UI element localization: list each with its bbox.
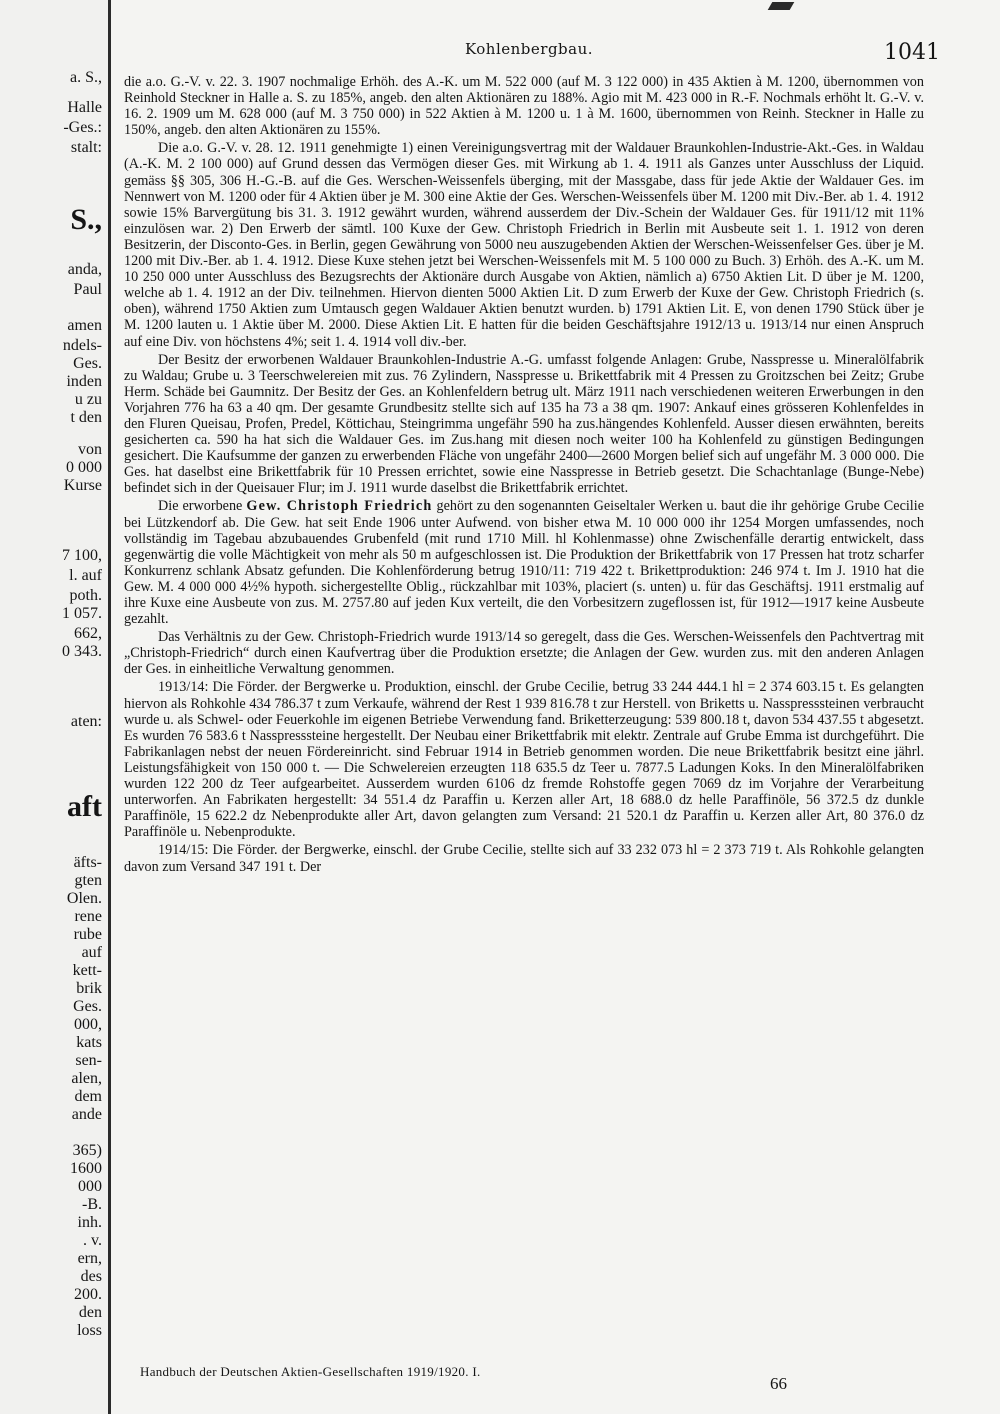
margin-fragment: Halle — [67, 99, 102, 116]
margin-fragment: 7 100, — [62, 547, 102, 564]
paragraph-relationship: Das Verhältnis zu der Gew. Christoph-Friedrich wurde 1913/14 so geregelt, dass die Ges. Werschen-Weissenfels den Pachtvertrag mit „Christoph-Friedrich“ durch einen Kaufvertrag über die Produktion ersetzte; die Anlagen der Gew. wurden zus. mit den anderen Anlagen der Ges. in einheitliche Verwaltung genommen. — [124, 629, 924, 678]
margin-fragment: anda, — [67, 261, 102, 278]
margin-fragment: dem — [74, 1088, 102, 1105]
margin-fragment: -Ges.: — [63, 119, 102, 136]
margin-fragment: -B. — [82, 1196, 102, 1213]
corner-mark — [768, 2, 795, 10]
margin-fragment: ndels- — [62, 337, 102, 354]
margin-fragment: aft — [67, 790, 102, 823]
body-text — [124, 74, 924, 1364]
margin-fragment: 1 057. — [62, 605, 102, 622]
margin-fragment: inden — [66, 373, 102, 390]
margin-fragment: stalt: — [70, 139, 102, 156]
margin-fragment: u zu — [74, 391, 102, 408]
margin-fragment: ern, — [77, 1250, 102, 1267]
margin-fragment: Ges. — [73, 998, 102, 1015]
margin-fragment: äfts- — [73, 854, 102, 871]
margin-fragment: auf — [81, 944, 102, 961]
margin-fragment: S., — [70, 203, 102, 236]
margin-fragment: loss — [77, 1322, 102, 1339]
margin-fragment: . v. — [83, 1232, 102, 1249]
margin-fragment: 0 343. — [62, 643, 102, 660]
paragraph-1914-15: 1914/15: Die Förder. der Bergwerke, einschl. der Grube Cecilie, stellte sich auf 33 232 073 hl = 2 373 719 t. Als Rohkohle gelangten davon zum Versand 347 191 t. Der — [124, 842, 924, 875]
margin-fragment: 0 000 — [66, 459, 102, 476]
margin-fragment: 000, — [74, 1016, 102, 1033]
gew-body: Werken u. baut die ihr gehörige Grube Cecilie bei Lützkendorf ab. Die Gew. hat seit Ende 1906 unter Aufwend. von bisher etwa M. 10 000 000 ihr 1254 Morgen umfassendes, noch vollständig im Tagebau abzubauendes Grubenfeld (mit rund 1710 Mill. hl Kohlenmasse) ohne Zwischenfälle derartig entwickelt, dass gegenwärtig die volle Mächtigkeit von mehr als 50 m aufgeschlossen ist. Die Produktion der Brikettfabrik von 17 Pressen hat trotz scharfer Konkurrenz schlank Absatz gefunden. Die Kohlenförderung betrug 1910/11: 719 422 t. Brikettproduktion: 246 974 t. Im J. 1910 hat die Gew. M. 4 000 000 4½% hypoth. sichergestellte Oblig., rückzahlbar mit 103%, placiert (s. unten) u. für das Geschäftsj. 1911 erstmalig auf ihre Kuxe eine Ausbeute von zus. M. 2757.80 auf jeden Kux verteilt, die den Vorbesitzern zugeflossen ist, für 1912—1917 keine Ausbeute gezahlt. — [124, 498, 924, 628]
gew-lead: Die erworbene — [158, 498, 247, 515]
margin-fragment: Paul — [73, 281, 102, 298]
margin-fragment: von — [78, 441, 102, 458]
margin-fragment: aten: — [70, 713, 102, 730]
gew-name: Gew. Christoph Friedrich — [246, 498, 433, 515]
margin-fragment: 1600 — [70, 1160, 102, 1177]
gew-tail: gehört zu den sogenannten Geiseltaler — [432, 498, 656, 515]
margin-fragment: poth. — [69, 587, 102, 604]
margin-fragment: 200. — [74, 1286, 102, 1303]
margin-fragment: Kurse — [63, 477, 102, 494]
margin-fragment: ande — [71, 1106, 102, 1123]
running-head: Kohlenbergbau. — [464, 40, 594, 58]
paragraph-capital-increase: die a.o. G.-V. v. 22. 3. 1907 nochmalige Erhöh. des A.-K. um M. 522 000 (auf M. 3 122 000) in 435 Aktien à M. 1200, übernommen von Reinhold Steckner in Halle a. S. zu 185%, angeb. den alten Aktionären zu 188%. Agio mit M. 423 000 in R.-F. Nochmals erhöht lt. G.-V. v. 16. 2. 1909 um M. 628 000 (auf M. 3 750 000) in 522 Aktien à M. 1200 u. 1 à M. 1600, übernommen von Reinh. Steckner in Halle zu 150%, angeb. den alten Aktionären zu 155%. — [124, 74, 924, 139]
paragraph-merger: Die a.o. G.-V. v. 28. 12. 1911 genehmigte 1) einen Vereinigungsvertrag mit der Waldauer Braunkohlen-Industrie-Akt.-Ges. in Waldau (A.-K. M. 2 100 000) auf Grund dessen das Vermögen dieser Ges. mit Wirkung ab 1. 4. 1911 als Ganzes unter Ausschluss der Liquid. gemäss §§ 305, 306 H.-G.-B. auf die Ges. Werschen-Weissenfels überging, mit der Massgabe, dass für jede Aktie der Waldauer Ges. im Nennwert von M. 1200 oder für 4 Aktien über je M. 300 eine Aktie der Ges. Werschen-Weissenfels über M. 1200 mit Div.-Ber. ab 1. 4. 1912 sowie 15% Barvergütung bis 31. 3. 1912 gewährt wurden, während ausserdem der Div.-Schein der Waldauer Ges. für 1911/12 mit 11% einzulösen war. 2) Den Erwerb der sämtl. 100 Kuxe der Gew. Christoph Friedrich in Berlin mit Ausbeute seit 1. 1. 1912 von deren Besitzerin, der Disconto-Ges. in Berlin, gegen Gewährung von 5000 neu auszugebenden Aktien der Werschen-Weissenfelser Ges. über je M. 1200 mit Div.-Ber. ab 1. 4. 1912. Diese Kuxe stehen jetzt bei Werschen-Weissenfels mit M. 5 100 000 zu Buch. 3) Erhöh. des A.-K. um M. 10 250 000 unter Ausschluss des Bezugsrechts der Aktionäre durch Ausgabe von Aktien, nämlich a) 6750 Aktien Lit. D über je M. 1200, welche ab 1. 4. 1912 an der Div. teilnehmen. Hiervon dienten 5000 Aktien Lit. D zum Erwerb der Kuxe der Gew. Christoph Friedrich (s. oben), während 1750 Aktien zum Umtausch gegen Waldauer Aktien benutzt wurden. b) 1791 Aktien Lit. E, von denen 1790 Stück über je M. 1200 lauten u. 1 Aktie über M. 2000. Diese Aktien Lit. E hatten für die beiden Geschäftsjahre 1912/13 u. 1913/14 nur einen Anspruch auf eine Div. von höchstens 4%; seit 1. 4. 1914 voll div.-ber. — [124, 140, 924, 350]
margin-fragment: amen — [67, 317, 102, 334]
paragraph-waldauer-assets: Der Besitz der erworbenen Waldauer Braunkohlen-Industrie A.-G. umfasst folgende Anlagen: Grube, Nasspresse u. Mineralölfabrik zu Waldau; Grube u. 3 Teerschwelereien mit zus. 76 Zylindern, Nasspresse u. Brikettfabrik mit 4 Pressen zu Groitzschen bei Zeitz; Grube Herm. Schäde bei Gaumnitz. Der Besitz der Ges. an Kohlenfeldern betrug ult. März 1911 nach verschiedenen weiteren Erwerbungen in den Vorjahren 776 ha 63 a 40 qm. Der gesamte Grundbesitz stellte sich auf 135 ha 73 a 38 qm. 1907: Ankauf eines grösseren Kohlenfeldes in den Fluren Queisau, Profen, Predel, Köttichau, Steingrimma ungefähr 590 ha zus.hängendes Kohlenfeld. Ausser diesen erwähnten, bereits gesicherten ca. 590 ha hat sich die Waldauer Ges. im Zus.hang mit diesen noch weiter 100 ha Kohlenfeld zu günstigen Bedingungen gesichert. Die Kaufsumme der ganzen zu erwerbenden Fläche von ungefähr 2400—2600 Morgen belief sich auf ungefähr M. 3 000 000. Die Ges. hat daselbst eine Brikettfabrik für 10 Pressen errichtet, sowie eine Nasspresse in Betrieb gesetzt. Die Schachtanlage (Bunge-Nebe) befindet sich in der Queisauer Flur; im J. 1911 wurde daselbst die Brikettfabrik errichtet. — [124, 351, 924, 497]
page-number: 1041 — [884, 40, 940, 65]
page-header — [118, 30, 940, 70]
margin-fragment: den — [78, 1304, 102, 1321]
paragraph-1913-14: 1913/14: Die Förder. der Bergwerke u. Produktion, einschl. der Grube Cecilie, betrug 33 244 444.1 hl = 2 374 603.15 t. Es gelangten hiervon als Rohkohle 434 786.37 t zum Verkaufe, während der Rest 1 939 816.78 t zur Herstell. von Briketts u. Nasspresssteinen verbraucht wurde u. als Schwel- oder Feuerkohle im eigenen Betriebe Verwendung fand. Briketterzeugung: 539 800.18 t, davon 534 437.55 t abgesetzt. Es wurden 76 583.6 t Nasspresssteine hergestellt. Der Neubau einer Brikettfabrik mit elektr. Zentrale auf Grube Emma ist durchgeführt. Die Fabrikanlagen nebst der neuen Fördereinricht. sind Februar 1914 in Betrieb genommen worden. Die neue Brikettfabrik besitzt eine jährl. Leistungsfähigkeit von 150 000 t. — Die Schwelereien erzeugten 118 635.5 dz Teer u. 7877.5 Ladungen Koks. In den Mineralölfabriken wurden 122 200 dz Teer aufgearbeitet. Ausserdem wurden 6106 dz fremde Rohstoffe gegen 7069 dz im Vorjahre der Verarbeitung unterworfen. An Fabrikaten hergestellt: 34 551.4 dz Paraffin u. Kerzen aller Art, 18 688.0 dz helle Paraffinöle, 56 372.5 dz dunkle Paraffinöle, 15 622.2 dz Nebenprodukte aller Art, davon gelangten zum Versand: 21 520.1 dz Paraffin u. Kerzen aller Art, 80 376.0 dz Paraffinöle u. Nebenprodukte. — [124, 679, 924, 841]
footer-title: Handbuch der Deutschen Aktien-Gesellschaften 1919/1920. I. — [140, 1364, 481, 1379]
margin-fragment: gten — [74, 872, 102, 889]
margin-fragment: brik — [76, 980, 102, 997]
margin-fragment: des — [80, 1268, 102, 1285]
margin-fragment: sen- — [75, 1052, 102, 1069]
margin-fragment: Olen. — [66, 890, 102, 907]
margin-fragment: a. S., — [70, 69, 102, 86]
adjacent-page-margin — [0, 0, 111, 1414]
margin-fragment: Ges. — [73, 355, 102, 372]
margin-fragment: rene — [74, 908, 102, 925]
margin-fragment: kett- — [72, 962, 102, 979]
margin-fragment: l. auf — [69, 567, 102, 584]
margin-fragment: t den — [70, 409, 102, 426]
paragraph-gew-christoph-friedrich — [124, 498, 924, 627]
margin-fragment: kats — [76, 1034, 102, 1051]
margin-fragment: rube — [73, 926, 102, 943]
margin-fragment: inh. — [77, 1214, 102, 1231]
page-footer — [140, 1364, 910, 1404]
sheet-number: 66 — [770, 1374, 787, 1393]
margin-fragment: 365) — [72, 1142, 102, 1159]
margin-fragment: alen, — [71, 1070, 102, 1087]
margin-fragment: 662, — [74, 625, 102, 642]
margin-fragment: 000 — [78, 1178, 102, 1195]
